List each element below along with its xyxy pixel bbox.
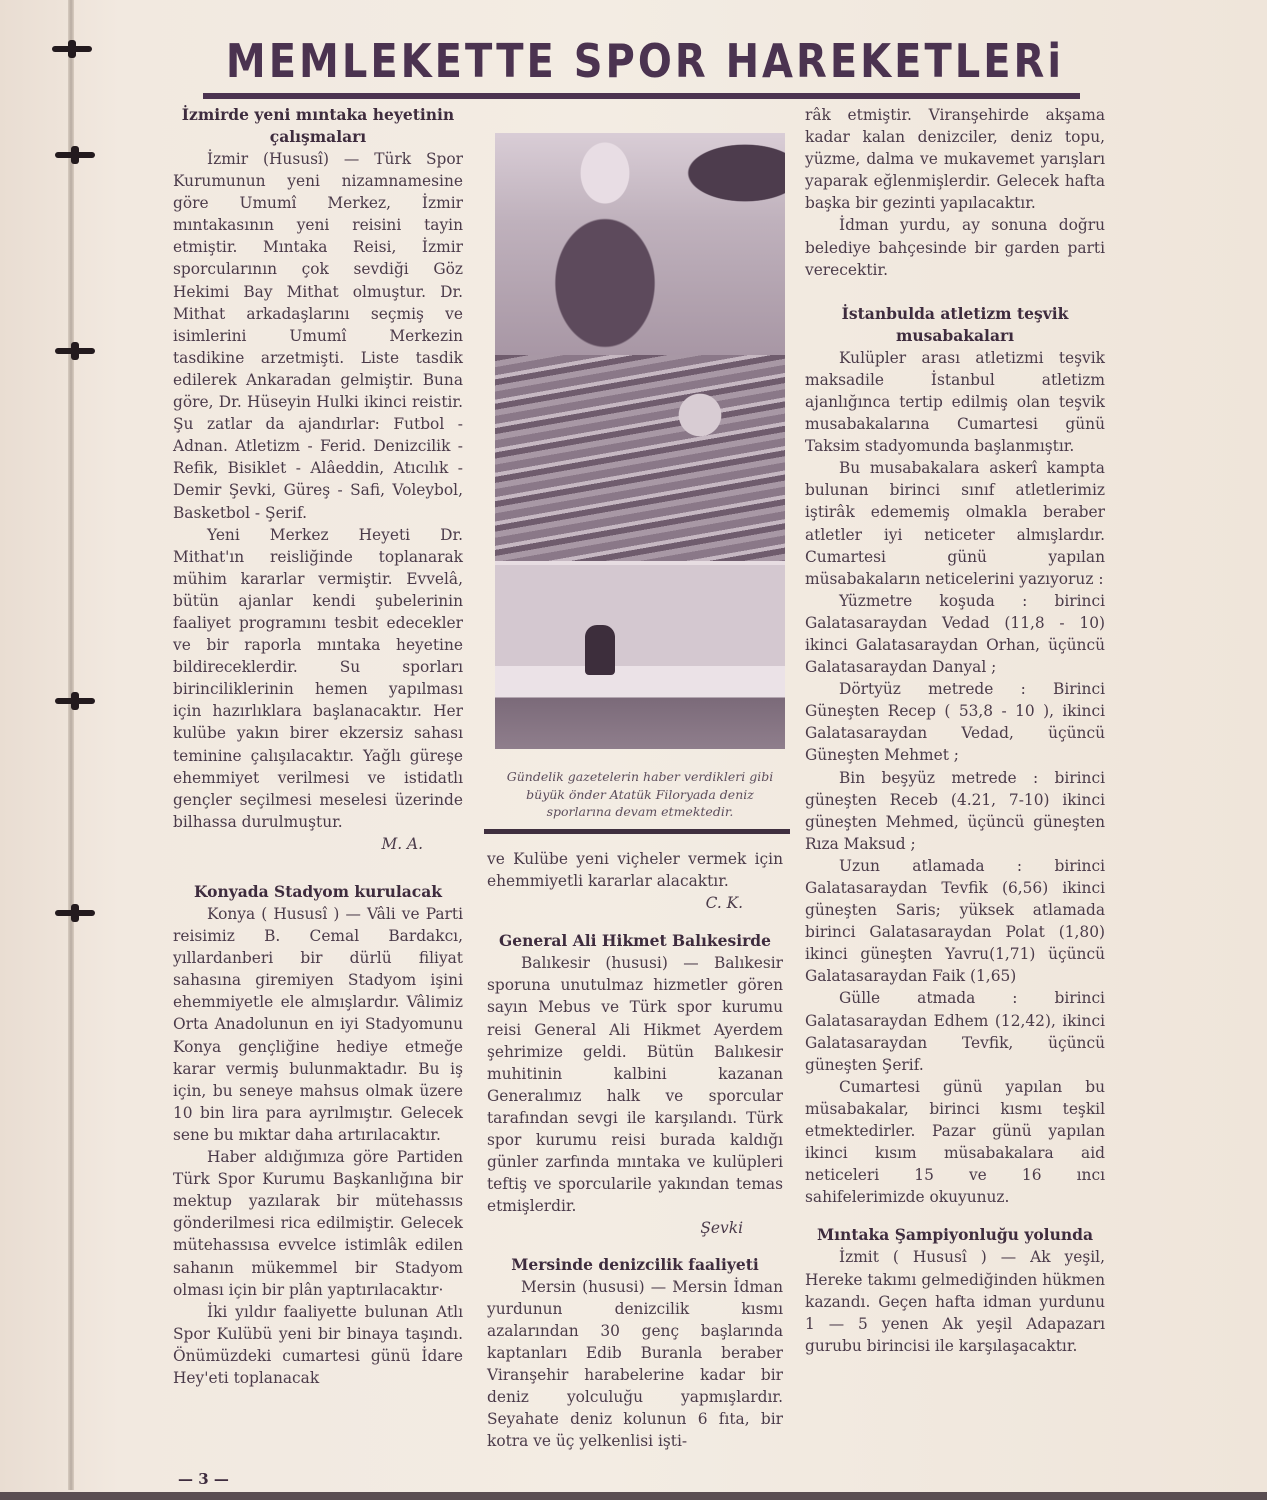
article-signature: Şevki [700,1219,743,1238]
article-paragraph: Uzun atlamada : birinci Galatasaraydan Tevfik (6,56) ikinci güneşten Saris; yüksek atlamada birinci Galatasaraydan Polat (1,80) ikinci güneşten Yavru(1,71) üçüncü Galatasaraydan Faik (1,65) [805,856,1105,986]
article-paragraph: Dörtyüz metrede : Birinci Güneşten Recep ( 53,8 - 10 ), ikinci Galatasaraydan Vedad, üçüncü Güneşten Mehmet ; [805,680,1105,765]
article-konya-continued [487,848,783,914]
article-title: Konyada Stadyom kurulacak [193,882,443,901]
article-title: Mıntaka Şampiyonluğu yolunda [817,1225,1093,1245]
column-right [805,104,1105,1357]
column-left [173,104,463,1389]
binding-spine [68,0,74,1490]
article-paragraph: Gülle atmada : birinci Galatasaraydan Edhem (12,42), ikinci Galatasaraydan Tevfik, üçüncü güneşten Şerif. [805,989,1105,1074]
article-izmit [805,1224,1105,1356]
article-paragraph: Mersin (hususi) — Mersin İdman yurdunun denizcilik kısmı azalarından 30 genç başlarında kaptanları Edib Buranla beraber Viranşehir harabelerine kadar bir deniz yolculuğu yapmışlardır. Seyahate deniz kolunun 6 fıta, bir kotra ve üç yelkenlisi işti- [487,1277,783,1451]
staple-icon [55,698,95,704]
article-paragraph: İdman yurdu, ay sonuna doğru belediye bahçesinde bir garden parti verecektir. [805,216,1105,279]
photo-ataturk-swimming [495,355,785,561]
staple-icon [55,152,95,158]
article-izmir [173,104,463,855]
column-middle [487,848,783,1452]
article-paragraph: Yeni Merkez Heyeti Dr. Mithat'ın reisliğinde toplanarak mühim kararlar vermiştir. Evvelâ, bütün ajanlar kendi şubelerinin faaliyet programını tesbit edecekler ve bir raporla mıntaka heyetine bildireceklerdir. Su sporları birinciliklerinin hemen yapılması için hazırlıklara başlanacaktır. Her kulübe yakın birer ekzersiz sahası teminine çalışılacaktır. Yağlı güreşe ehemmiyet verilmesi ve istidatlı gençler seçilmesi meselesi üzerinde bilhassa durulmuştur. [173,525,463,831]
page-headline: MEMLEKETTE SPOR HAREKETLERi [225,35,1065,89]
page-bottom-edge [0,1492,1267,1500]
staple-icon [55,348,95,354]
article-signature: M. A. [381,834,423,853]
article-mersin [487,1254,783,1453]
article-signature: C. K. [705,894,743,913]
photo-caption: Gündelik gazetelerin haber verdikleri gibi büyük önder Atatük Filoryada deniz sporlarına devam etmektedir. [506,769,774,819]
article-title: İzmirde yeni mıntaka heyetinin çalışmaları [181,105,455,146]
article-paragraph: İki yıldır faaliyette bulunan Atlı Spor Kulübü yeni bir binaya taşındı. Önümüzdeki cumartesi günü İdare Hey'eti toplanacak [173,1302,463,1387]
article-paragraph: Bin beşyüz metrede : birinci güneşten Receb (4.21, 7-10) ikinci güneşten Mehmed, üçüncü güneşten Rıza Maksud ; [805,768,1105,853]
headline-rule [203,93,1080,99]
photo-ataturk-fish [495,133,785,355]
article-paragraph: Kulüpler arası atletizmi teşvik maksadile İstanbul atletizm ajanlığınca tertip edilmiş olan teşvik musabakalarına Cumartesi günü Taksim stadyomunda başlanmıştır. [805,348,1105,456]
article-title: Mersinde denizcilik faaliyeti [511,1254,759,1274]
article-istanbul [805,303,1105,1209]
staple-icon [52,46,92,52]
article-paragraph: Balıkesir (hususi) — Balıkesir sporuna unutulmaz hizmetler gören sayın Mebus ve Türk spor kurumu reisi General Ali Hikmet Ayerdem şehrimize geldi. Bütün Balıkesir muhitinin kalbini kazanan Generalımız halk ve sporcular tarafından sevgi ile karşılandı. Türk spor kurumu reisi burada kaldığı günler zarfında mıntaka ve kulüpleri teftiş ve sporcularile yakından temas etmişlerdir. [487,954,783,1216]
article-title: İstanbulda atletizm teşvik musabakaları [841,303,1069,345]
page-number: — 3 — [178,1470,229,1488]
article-paragraph: İzmit ( Hususî ) — Ak yeşil, Hereke takımı gelmediğinden hükmen kazandı. Geçen hafta idman yurdunu 1 — 5 yenen Ak yeşil Adapazarı gurubu birincisi ile karşılaşacaktır. [805,1248,1105,1355]
article-paragraph: İzmir (Hususî) — Türk Spor Kurumunun yeni nizamnamesine göre Umumî Merkez, İzmir mıntakasının yeni reisini tayin etmiştir. Mıntaka Reisi, İzmir sporcularının çok sevdiği Göz Hekimi Bay Mithat olmuştur. Dr. Mithat arkadaşlarını seçmiş ve isimlerini Umumî Merkezin tasdikine arzetmişti. Liste tasdik edilerek Ankaradan gelmiştir. Buna göre, Dr. Hüseyin Hulki ikinci reistir. Şu zatlar da ajandırlar: Futbol - Adnan. Atletizm - Ferid. Denizcilik - Refik, Bisiklet - Alâeddin, Atıcılık - Demir Şevki, Güreş - Safi, Voleybol, Basketbol - Şerif. [173,150,463,522]
article-konya [173,881,463,1389]
staple-icon [55,910,95,916]
article-title: General Ali Hikmet Balıkesirde [498,931,771,951]
article-paragraph: Haber aldığımıza göre Partiden Türk Spor Kurumu Başkanlığına bir mektup yazılarak bir mütehassıs gönderilmesi rica edilmiştir. Gelecek mütehassısa evvelce istimlâk edilen sahanın mükemmel bir Stadyom olması için bir plân yaptırılacaktır· [173,1148,463,1299]
caption-rule [484,829,790,834]
article-paragraph: Bu musabakalara askerî kampta bulunan birinci sınıf atletlerimiz iştirâk edememiş olmakla beraber atletler iyi neticeter almışlardır. Cumartesi günü yapılan müsabakaların neticelerini yazıyoruz : [805,459,1105,588]
article-paragraph: râk etmiştir. Viranşehirde akşama kadar kalan denizciler, deniz topu, yüzme, dalma ve mukavemet yarışları yaparak eğlenmişlerdir. Gelecek hafta başka bir gezinti yapılacaktır. [805,106,1105,213]
article-paragraph: Cumartesi günü yapılan bu müsabakalar, birinci kısmı teşkil etmektedirler. Pazar günü yapılan ikinci kısım müsabakalara aid neticeleri 15 ve 16 ıncı sahifelerimizde okuyunuz. [805,1077,1105,1207]
article-mersin-continued [805,104,1105,281]
article-balikesir [487,930,783,1239]
photo-collage [495,133,785,749]
article-paragraph: Konya ( Hususî ) — Vâli ve Parti reisimiz B. Cemal Bardakcı, yıllardanberi bir dürlü filiyat sahasına giremiyen Stadyom işini ehemmiyetle ele almışlardır. Vâlimiz Orta Anadolunun en iyi Stadyomunu Konya gençliğine hediye etmeğe karar vermiş bulunmaktadır. Bu iş için, bu seneye mahsus olmak üzere 10 bin lira para ayrılmıştır. Gelecek sene bu mıktar daha artırılacaktır. [173,905,463,1144]
photo-rowing-boat [495,565,785,749]
article-paragraph: ve Kulübe yeni viçheler vermek için ehemmiyetli kararlar alacaktır. [487,850,783,891]
article-paragraph: Yüzmetre koşuda : birinci Galatasaraydan Vedad (11,8 - 10) ikinci Galatasaraydan Orhan, üçüncü Galatasaraydan Danyal ; [805,591,1105,677]
